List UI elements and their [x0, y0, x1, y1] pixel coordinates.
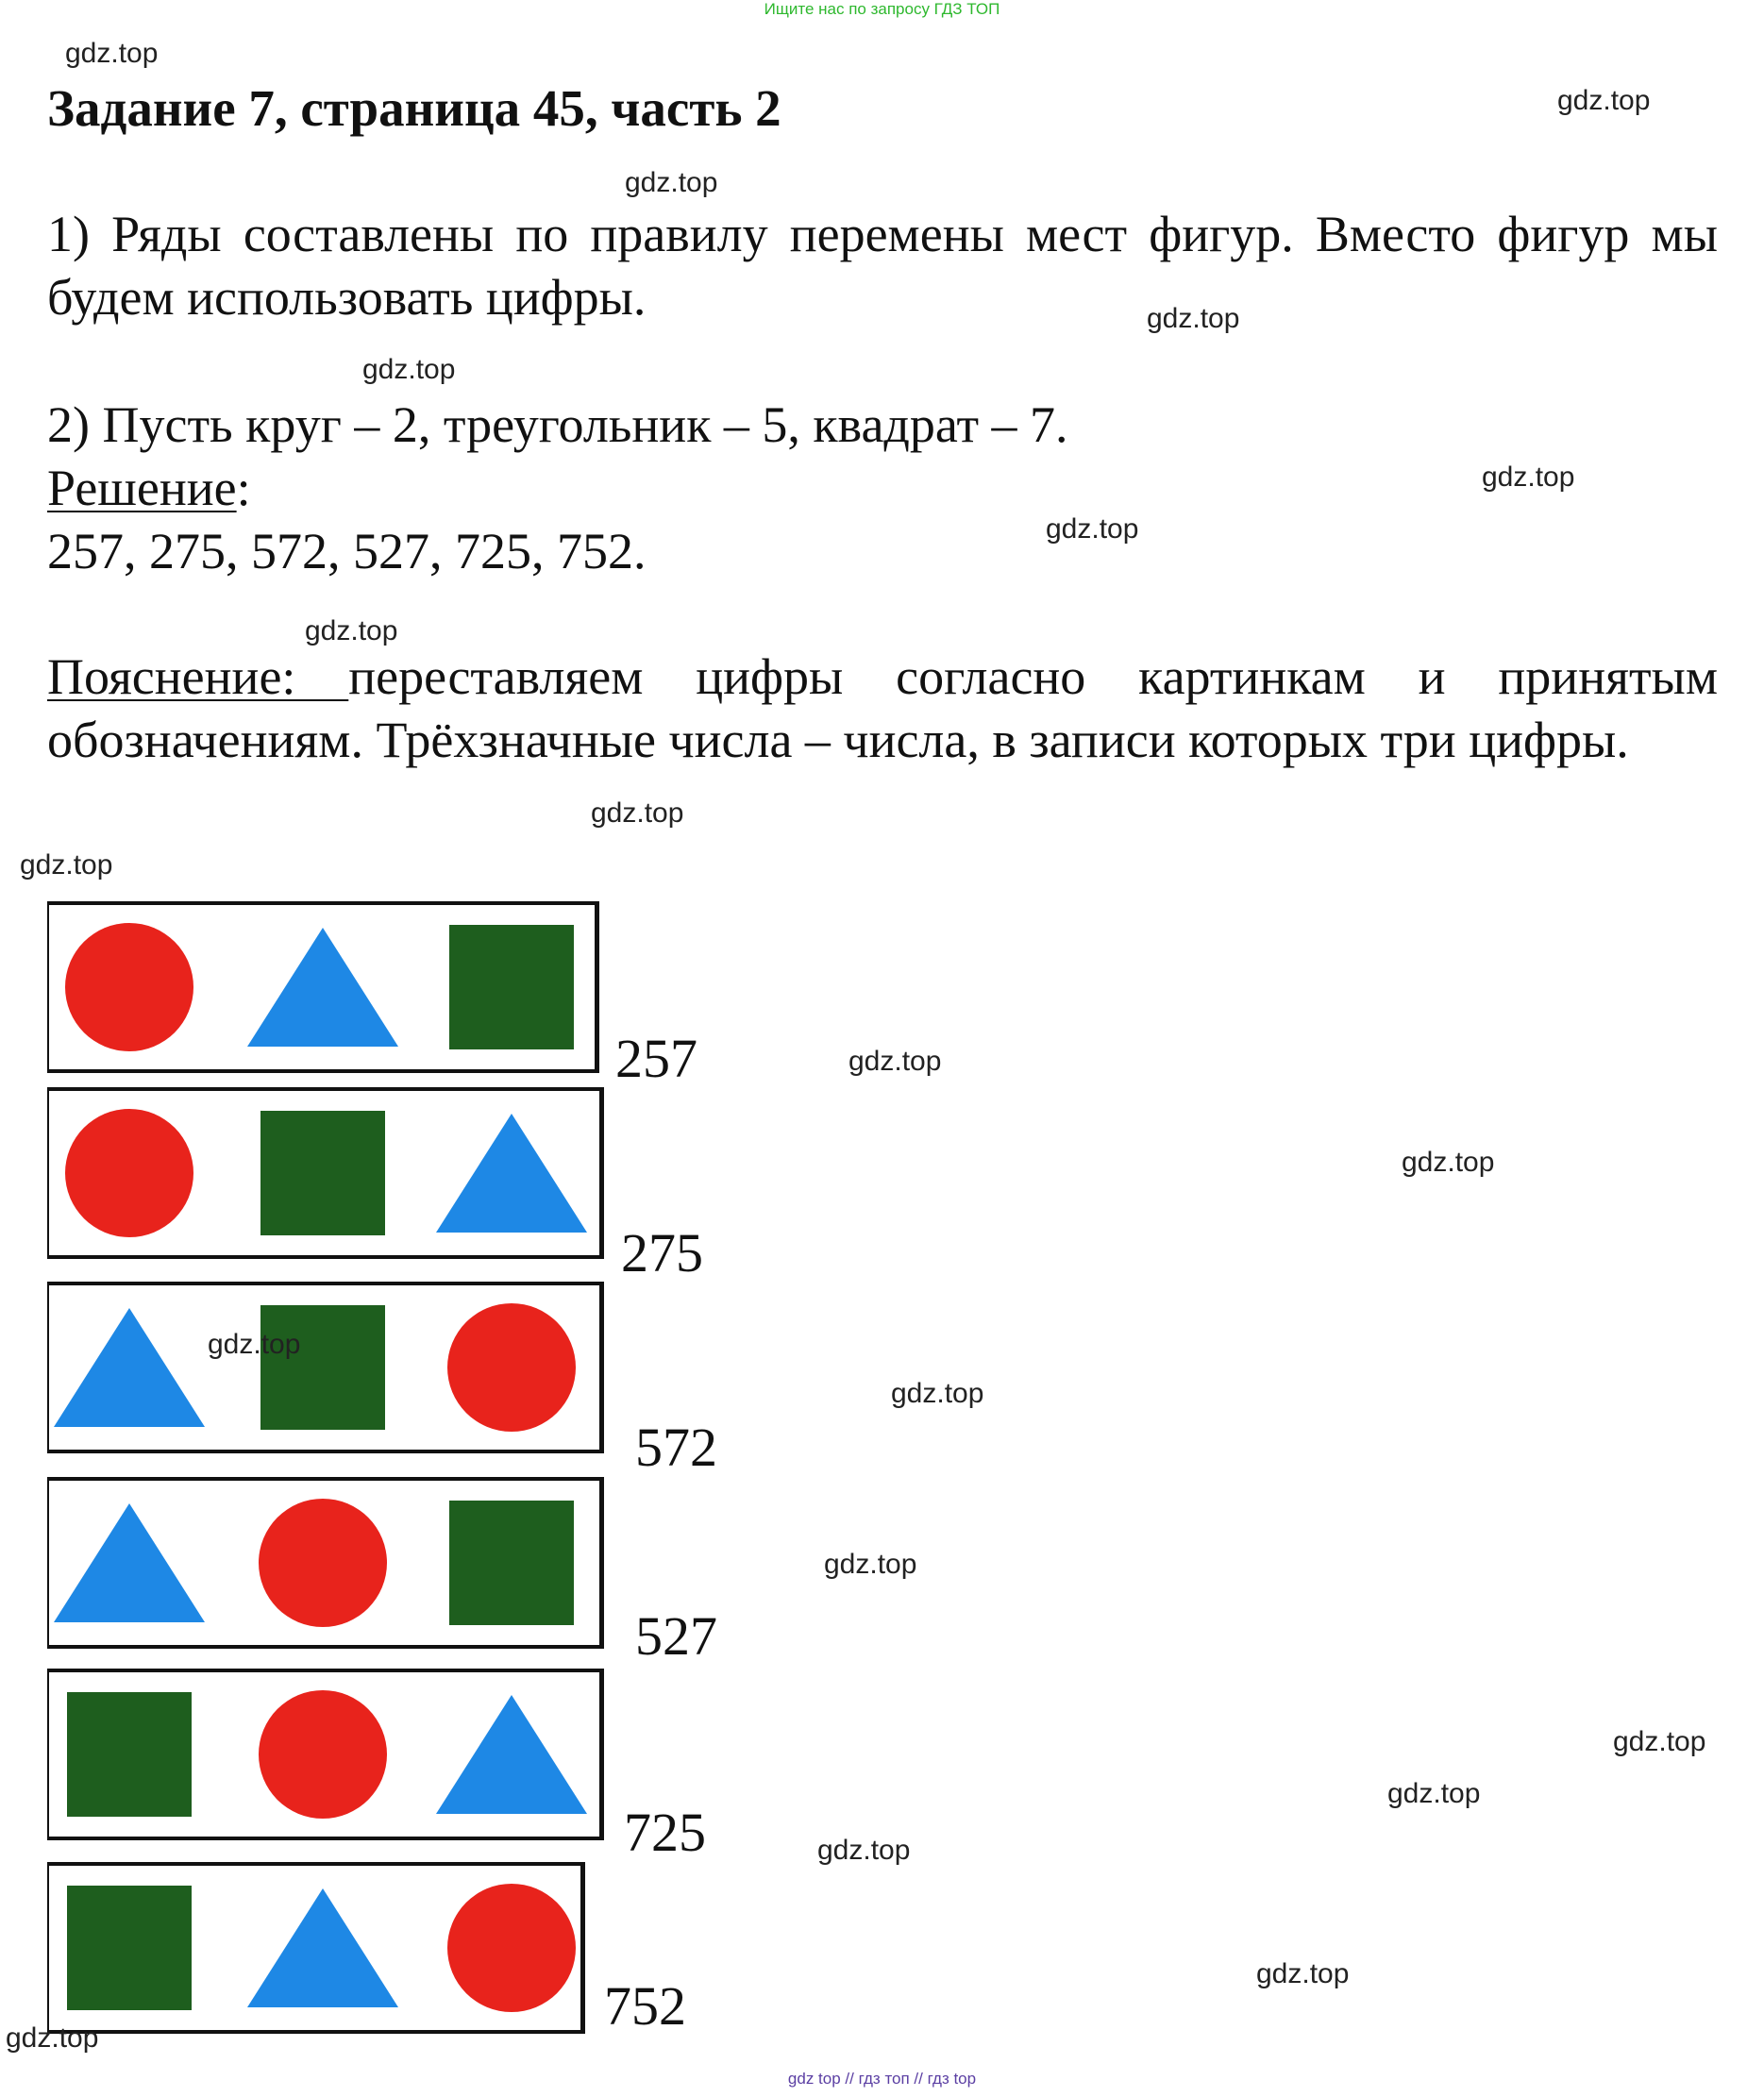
red-circle-shape [447, 1884, 576, 2012]
solution-heading [47, 457, 1718, 520]
watermark-text: gdz.top [208, 1329, 301, 1360]
watermark-text: gdz.top [824, 1549, 917, 1580]
explanation-label: Пояснение: [47, 648, 349, 705]
red-circle-shape [65, 1109, 193, 1237]
shape-row-1 [47, 901, 599, 1073]
row-number-label: 752 [604, 1975, 686, 2037]
red-circle-shape [259, 1690, 387, 1819]
watermark-text: gdz.top [625, 167, 718, 198]
solution-label: Решение [47, 460, 237, 516]
row-number-label: 572 [635, 1417, 717, 1478]
blue-triangle-shape [436, 1695, 587, 1814]
watermark-text: gdz.top [65, 38, 159, 69]
red-circle-shape [65, 923, 193, 1051]
blue-triangle-shape [436, 1114, 587, 1233]
explanation-text: переставляем цифры согласно картинкам и принятым обозначениям. Трёхзначные числа – числа, в записи которых три цифры. [47, 648, 1718, 768]
watermark-text: gdz.top [1387, 1778, 1481, 1809]
row-number-label: 527 [635, 1605, 717, 1667]
watermark-text: gdz.top [362, 354, 456, 385]
row-number-label: 725 [624, 1802, 706, 1863]
green-square-shape [67, 1886, 192, 2010]
shape-row-2 [47, 1087, 604, 1259]
shape-row-5 [47, 1669, 604, 1840]
page-title: Задание 7, страница 45, часть 2 [47, 79, 781, 137]
point-1-text: 1) Ряды составлены по правилу перемены мест фигур. Вместо фигур мы будем использовать цифры. [47, 206, 1718, 326]
explanation-paragraph [47, 646, 1718, 772]
watermark-text: gdz.top [1482, 461, 1575, 493]
shape-row-3 [47, 1282, 604, 1453]
red-circle-shape [259, 1499, 387, 1627]
row-number-label: 275 [621, 1222, 703, 1283]
solution-numbers: 257, 275, 572, 527, 725, 752. [47, 523, 647, 579]
green-square-shape [449, 925, 574, 1049]
watermark-text: gdz.top [1557, 85, 1651, 116]
watermark-text: gdz.top [305, 615, 398, 646]
blue-triangle-shape [247, 928, 398, 1047]
red-circle-shape [447, 1303, 576, 1432]
green-square-shape [67, 1692, 192, 1817]
shape-row-4 [47, 1477, 604, 1649]
solution-colon: : [236, 460, 251, 516]
watermark-text: gdz.top [1402, 1147, 1495, 1178]
green-square-shape [449, 1501, 574, 1625]
watermark-text: gdz.top [591, 797, 684, 829]
watermark-text: gdz.top [817, 1835, 911, 1866]
green-square-shape [260, 1111, 385, 1235]
watermark-text: gdz.top [1613, 1726, 1706, 1757]
watermark-text: gdz.top [848, 1046, 942, 1077]
watermark-text: gdz.top [1147, 303, 1240, 334]
top-banner: Ищите нас по запросу ГДЗ ТОП [764, 0, 1000, 18]
shape-row-6 [47, 1862, 585, 2034]
watermark-text: gdz.top [20, 849, 113, 881]
green-square-shape [260, 1305, 385, 1430]
point-2-text: 2) Пусть круг – 2, треугольник – 5, квадрат – 7. [47, 396, 1068, 453]
watermark-text: gdz.top [1256, 1958, 1350, 1989]
row-number-label: 257 [615, 1028, 697, 1089]
blue-triangle-shape [54, 1308, 205, 1427]
blue-triangle-shape [54, 1503, 205, 1622]
blue-triangle-shape [247, 1888, 398, 2007]
watermark-text: gdz.top [891, 1378, 984, 1409]
watermark-text: gdz.top [6, 2022, 99, 2054]
watermark-text: gdz.top [1046, 513, 1139, 545]
bottom-banner: gdz top // гдз топ // гдз top [787, 2070, 977, 2088]
